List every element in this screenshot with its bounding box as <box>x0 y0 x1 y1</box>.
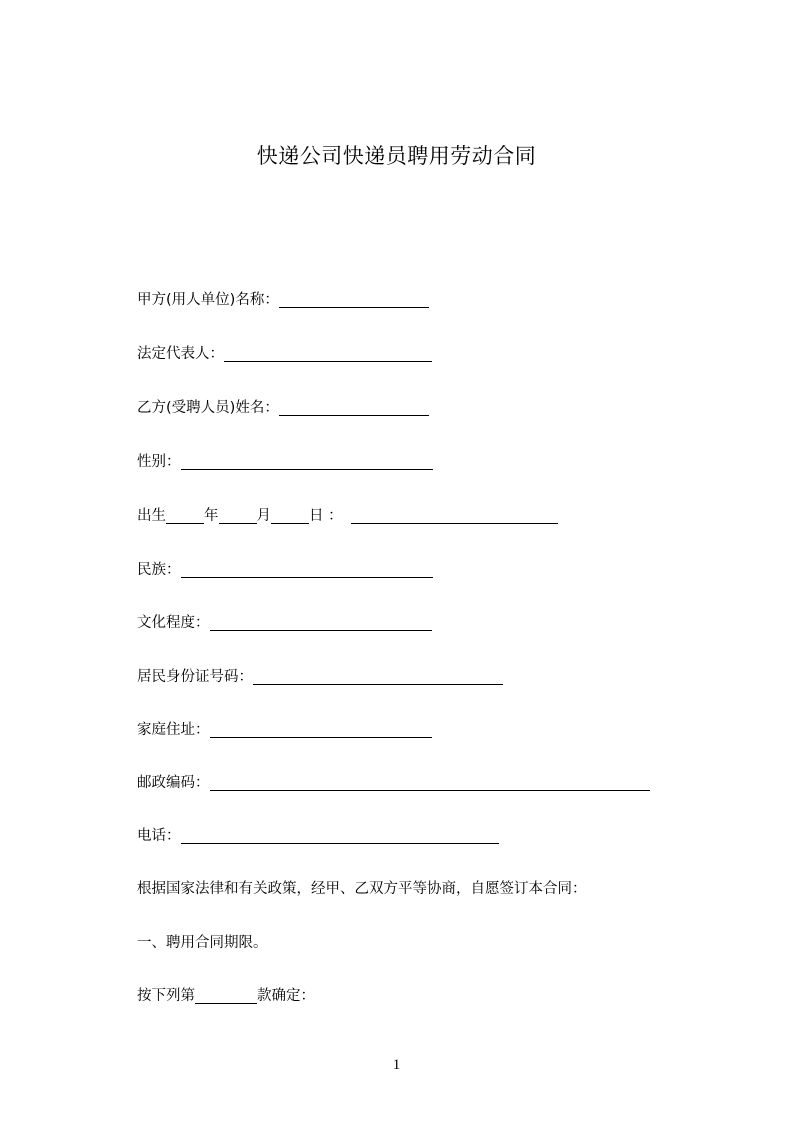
clause-number-blank[interactable] <box>195 987 257 1004</box>
legal-rep-row <box>137 343 432 365</box>
gender-label: 性别： <box>137 454 181 470</box>
party-a-label: 甲方(用人单位)名称： <box>137 292 279 308</box>
ethnicity-blank[interactable] <box>181 561 433 578</box>
phone-label: 电话： <box>137 828 181 844</box>
id-number-blank[interactable] <box>253 668 503 685</box>
birth-year-label: 年 <box>204 508 219 524</box>
birth-month-label: 月 <box>256 508 271 524</box>
postal-code-blank[interactable] <box>210 774 650 791</box>
phone-blank[interactable] <box>181 827 499 844</box>
clause-row <box>137 985 315 1007</box>
id-number-label: 居民身份证号码： <box>137 669 253 685</box>
postal-code-label: 邮政编码： <box>137 775 210 791</box>
address-blank[interactable] <box>210 721 432 738</box>
gender-row <box>137 451 433 473</box>
birth-label: 出生 <box>137 508 166 524</box>
clause-prefix: 按下列第 <box>137 988 195 1004</box>
address-label: 家庭住址： <box>137 722 210 738</box>
education-row <box>137 612 432 634</box>
postal-code-row <box>137 772 650 794</box>
id-number-row <box>137 666 503 688</box>
party-b-label: 乙方(受聘人员)姓名： <box>137 400 279 416</box>
birth-month-blank[interactable] <box>219 507 257 524</box>
birth-day-label: 日 ： <box>309 508 343 524</box>
legal-rep-blank[interactable] <box>224 345 432 362</box>
ethnicity-label: 民族： <box>137 562 181 578</box>
page-title: 快递公司快递员聘用劳动合同 <box>256 144 537 168</box>
birth-extra-blank[interactable] <box>351 507 558 524</box>
party-a-blank[interactable] <box>279 291 429 308</box>
education-label: 文化程度： <box>137 615 210 631</box>
legal-rep-label: 法定代表人： <box>137 346 224 362</box>
intro-paragraph <box>137 878 587 900</box>
ethnicity-row <box>137 559 433 581</box>
intro-text: 根据国家法律和有关政策，经甲、乙双方平等协商，自愿签订本合同： <box>137 881 587 897</box>
section-heading <box>137 932 268 954</box>
party-b-blank[interactable] <box>279 399 429 416</box>
gender-blank[interactable] <box>181 453 433 470</box>
birth-row <box>137 505 558 527</box>
page-number: 1 <box>392 1057 401 1073</box>
education-blank[interactable] <box>210 614 432 631</box>
birth-day-blank[interactable] <box>271 507 309 524</box>
clause-suffix: 款确定： <box>257 988 315 1004</box>
birth-year-blank[interactable] <box>166 507 204 524</box>
party-b-row <box>137 397 429 419</box>
party-a-row <box>137 289 429 311</box>
address-row <box>137 719 432 741</box>
phone-row <box>137 825 499 847</box>
section-1-text: 一、聘用合同期限。 <box>137 935 268 951</box>
